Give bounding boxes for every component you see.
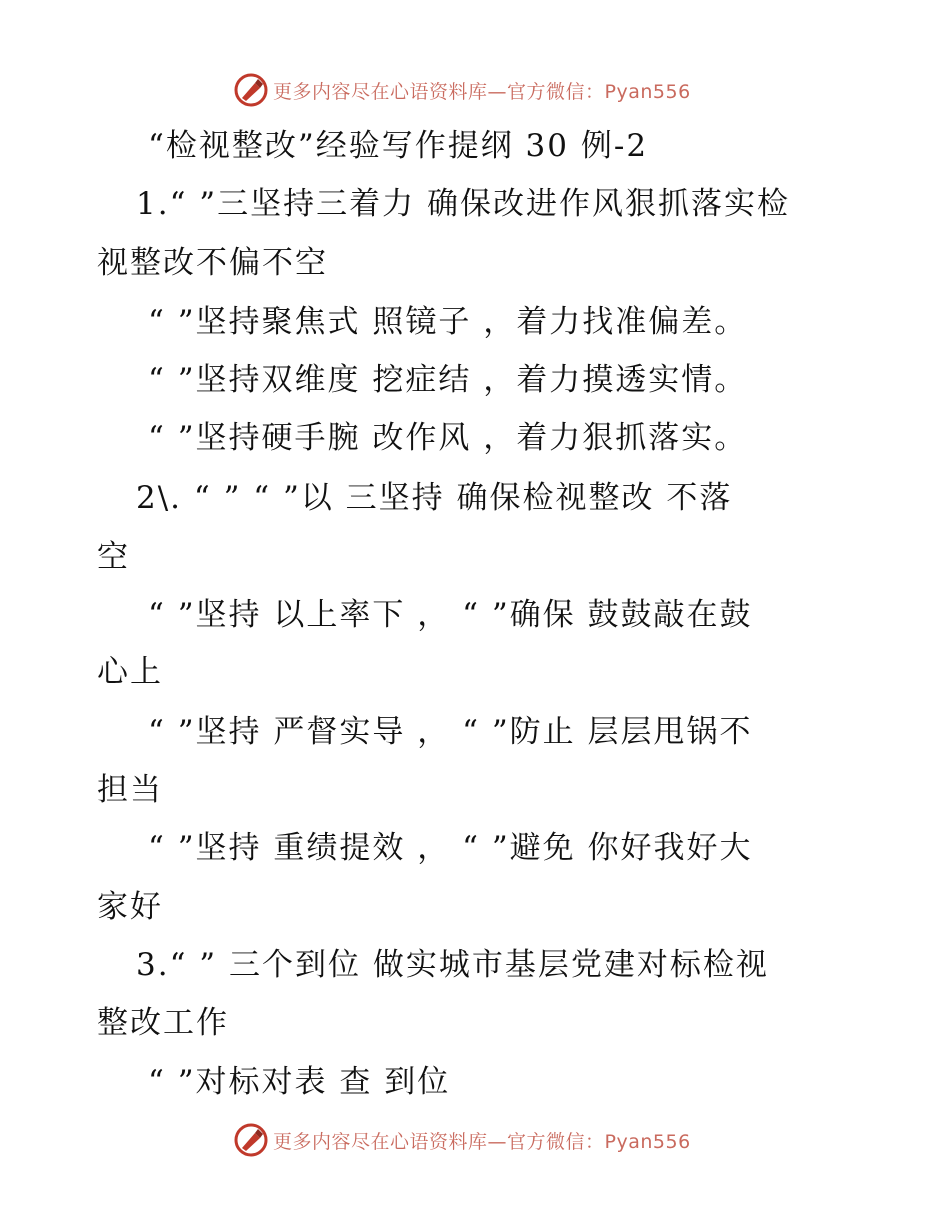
- pen-seal-logo-icon: [233, 1122, 269, 1158]
- doc-line: 整改工作: [97, 1005, 229, 1041]
- doc-line: 空: [97, 539, 130, 575]
- watermark-text: 更多内容尽在心语资料库—官方微信：Pyan556: [273, 80, 691, 103]
- watermark-text: 更多内容尽在心语资料库—官方微信：Pyan556: [273, 1130, 691, 1153]
- doc-line: “ ”坚持 以上率下 ， “ ”确保 鼓鼓敲在鼓: [148, 597, 753, 633]
- doc-line: 3.“ ” 三个到位 做实城市基层党建对标检视: [136, 947, 769, 983]
- doc-line: 视整改不偏不空: [97, 245, 328, 281]
- doc-line: 心上: [97, 654, 163, 690]
- doc-line: “ ”坚持聚焦式 照镜子 ，着力找准偏差。: [148, 304, 748, 340]
- pen-seal-logo-icon: [233, 72, 269, 108]
- doc-line: “ ”坚持 重绩提效 ， “ ”避免 你好我好大: [148, 830, 753, 866]
- doc-line: “ ”坚持双维度 挖症结 ，着力摸透实情。: [148, 362, 748, 398]
- doc-line: “ ”对标对表 查 到位: [148, 1064, 451, 1100]
- watermark-banner-top: [233, 70, 691, 110]
- doc-line: 担当: [97, 772, 163, 808]
- doc-line: 2\. “ ” “ ”以 三坚持 确保检视整改 不落: [136, 480, 733, 516]
- document-title: “检视整改”经验写作提纲 30 例-2: [148, 128, 649, 164]
- doc-line: “ ”坚持硬手腕 改作风 ，着力狠抓落实。: [148, 420, 748, 456]
- doc-line: 家好: [97, 889, 163, 925]
- doc-line: “ ”坚持 严督实导 ， “ ”防止 层层甩锅不: [148, 714, 753, 750]
- doc-line: 1.“ ”三坚持三着力 确保改进作风狠抓落实检: [136, 186, 790, 222]
- watermark-banner-bottom: [233, 1120, 691, 1160]
